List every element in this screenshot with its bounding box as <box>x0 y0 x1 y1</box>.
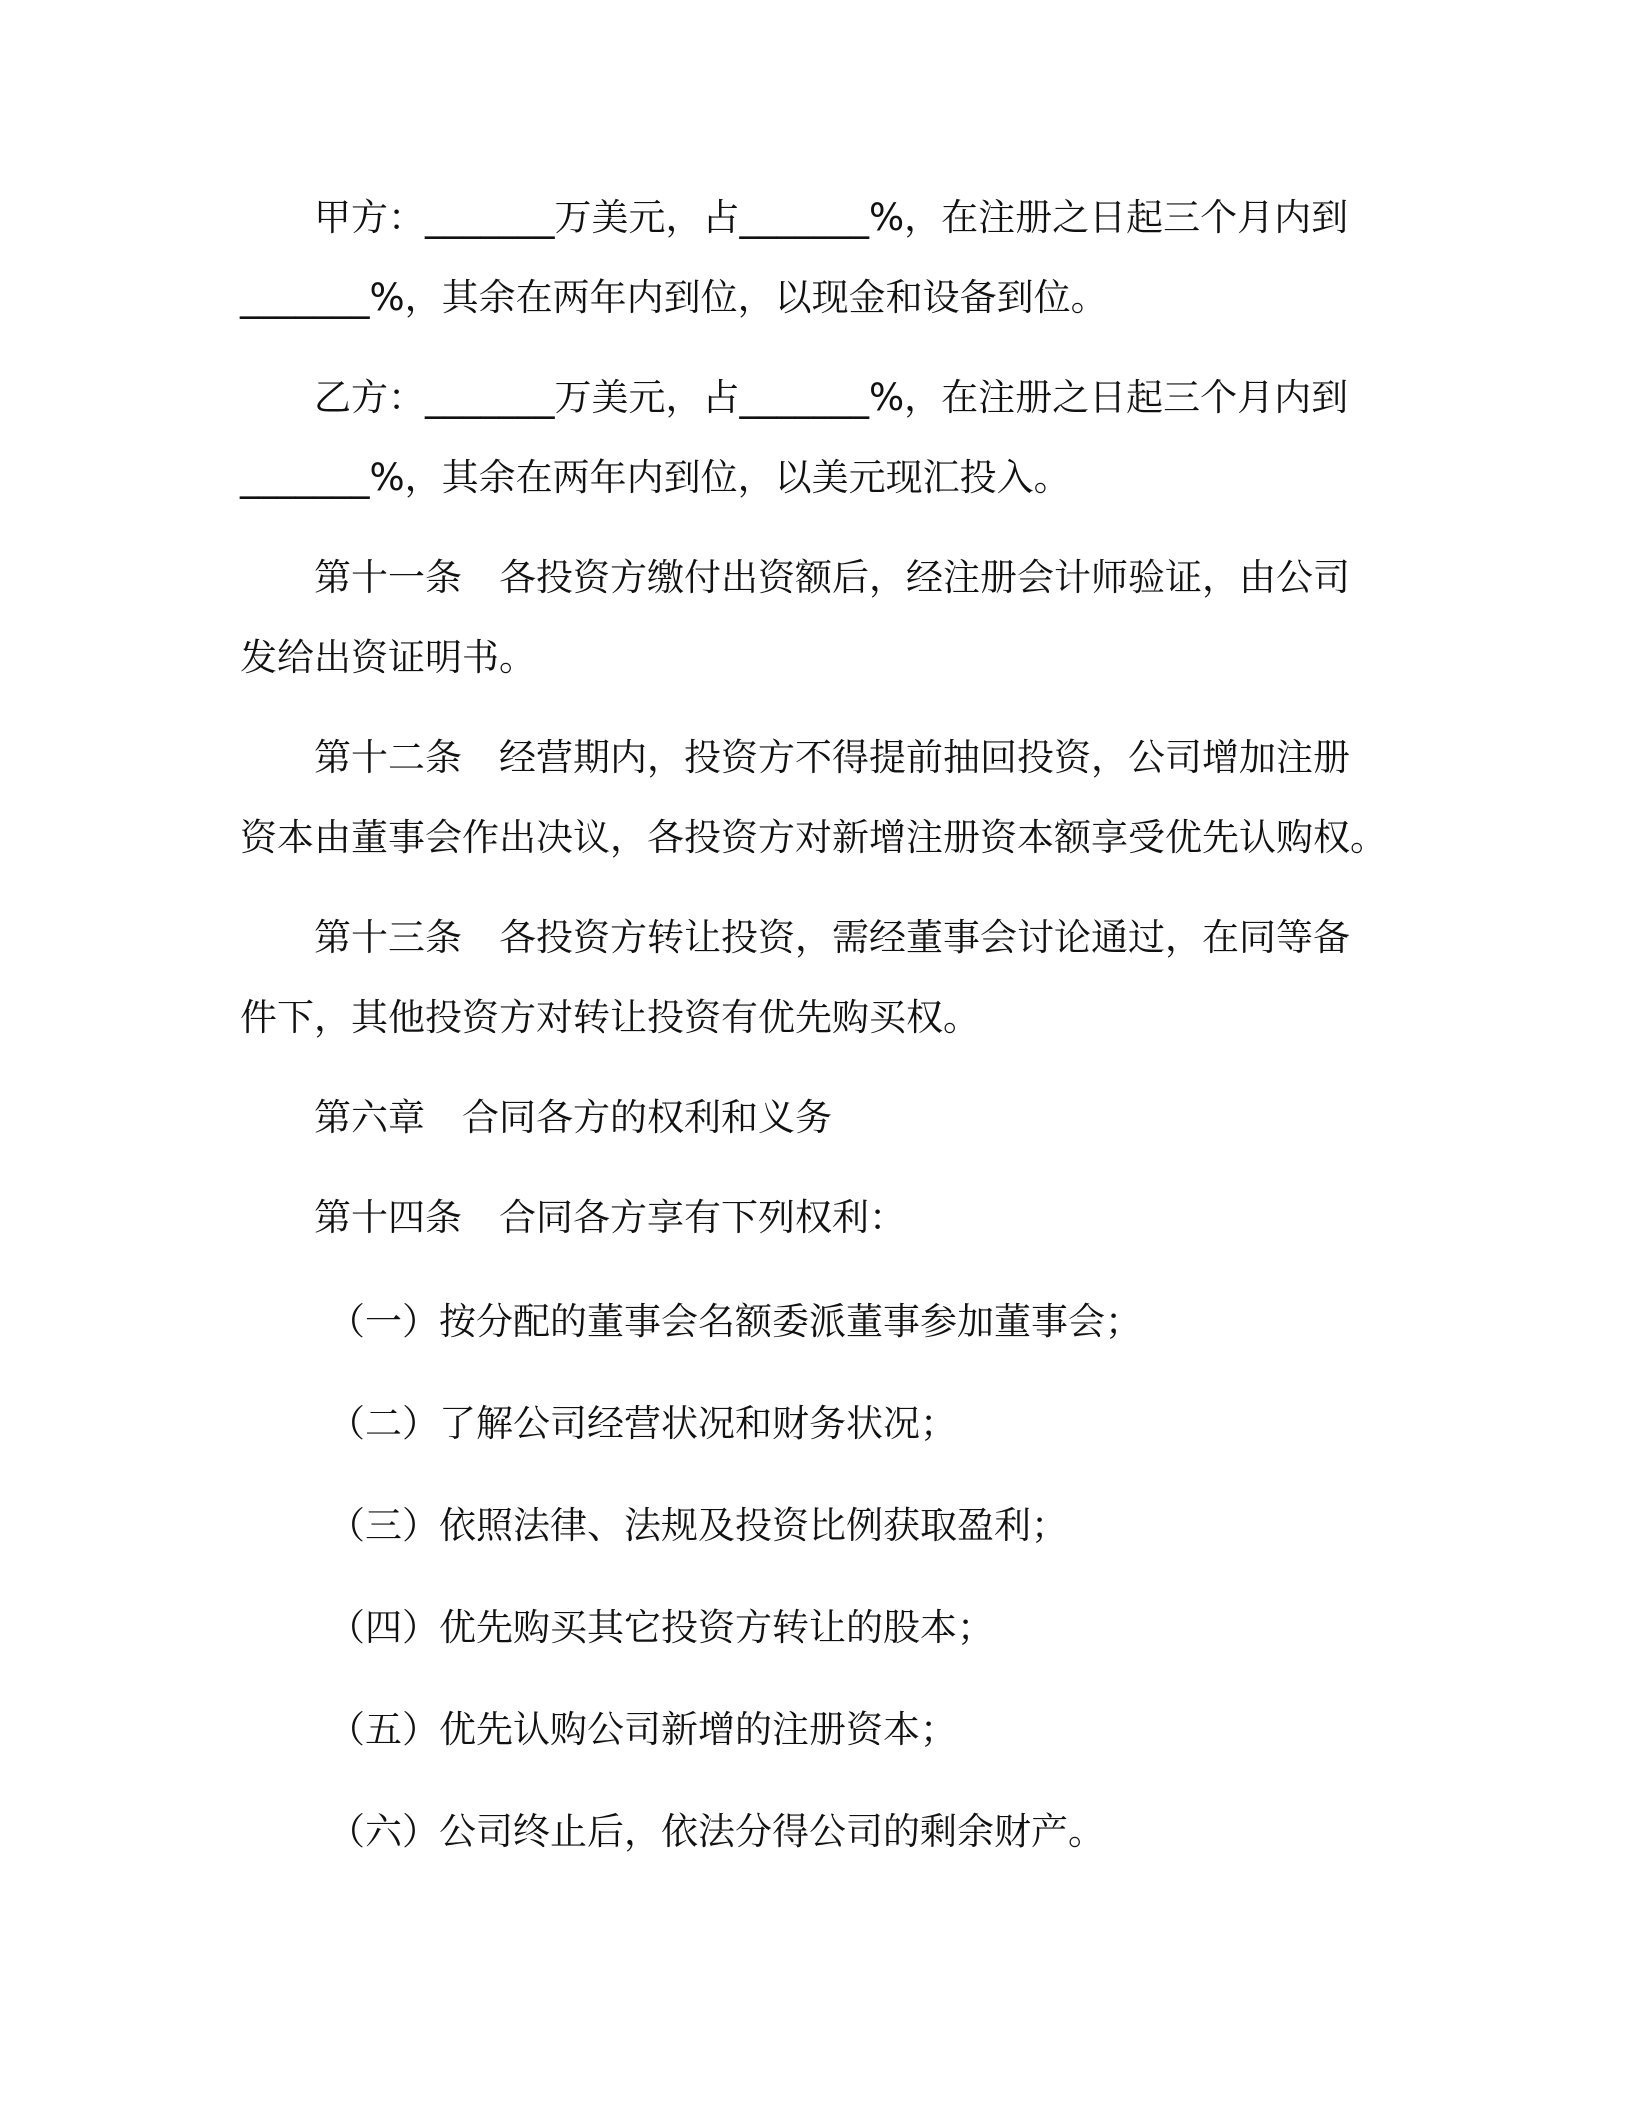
rights-item-5: （五）优先认购公司新增的注册资本； <box>328 1708 957 1751</box>
article-11-line-1: 第十一条 各投资方缴付出资额后，经注册会计师验证，由公司 <box>314 556 1350 599</box>
party-a-line-1: 甲方：_______万美元，占_______%，在注册之日起三个月内到 <box>314 196 1349 239</box>
party-b-line-1: 乙方：_______万美元，占_______%，在注册之日起三个月内到 <box>314 376 1349 419</box>
rights-item-2: （二）了解公司经营状况和财务状况； <box>328 1402 957 1445</box>
article-14-heading: 第十四条 合同各方享有下列权利： <box>314 1196 906 1239</box>
party-a-line-2: _______%，其余在两年内到位，以现金和设备到位。 <box>240 276 1108 319</box>
rights-item-3: （三）依照法律、法规及投资比例获取盈利； <box>328 1504 1068 1547</box>
party-b-line-2: _______%，其余在两年内到位，以美元现汇投入。 <box>240 456 1071 499</box>
article-13-line-2: 件下，其他投资方对转让投资有优先购买权。 <box>240 996 980 1039</box>
article-11-line-2: 发给出资证明书。 <box>240 636 536 679</box>
rights-item-1: （一）按分配的董事会名额委派董事参加董事会； <box>328 1300 1142 1343</box>
rights-item-4: （四）优先购买其它投资方转让的股本； <box>328 1606 994 1649</box>
article-13-line-1: 第十三条 各投资方转让投资，需经董事会讨论通过，在同等备 <box>314 916 1350 959</box>
article-12-line-1: 第十二条 经营期内，投资方不得提前抽回投资，公司增加注册 <box>314 736 1350 779</box>
chapter-6-heading: 第六章 合同各方的权利和义务 <box>314 1096 832 1139</box>
article-12-line-2: 资本由董事会作出决议，各投资方对新增注册资本额享受优先认购权。 <box>240 816 1387 859</box>
rights-item-6: （六）公司终止后，依法分得公司的剩余财产。 <box>328 1810 1105 1853</box>
